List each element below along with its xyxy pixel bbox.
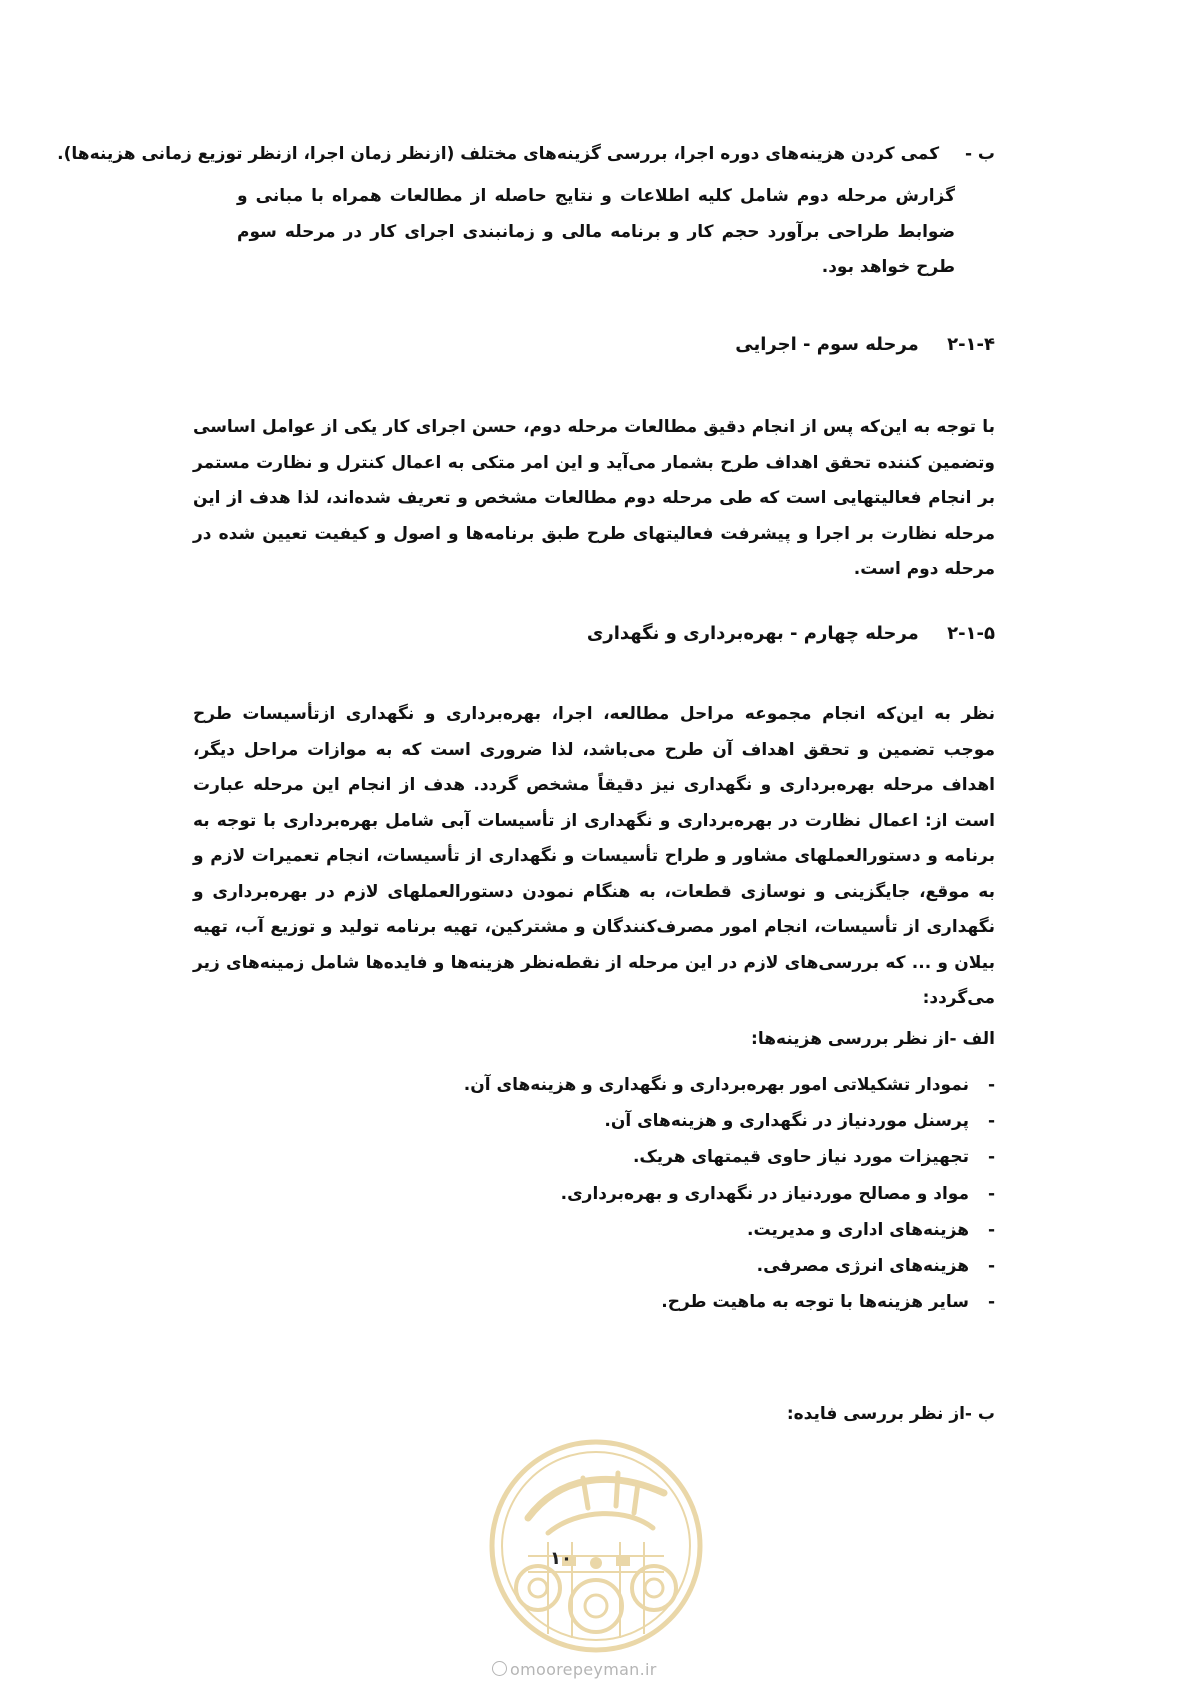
list-bullet: -: [987, 1256, 995, 1277]
section-4-title: مرحله سوم - اجرایی: [735, 334, 919, 355]
list-bullet: -: [987, 1147, 995, 1168]
list-item: -پرسنل موردنیاز در نگهداری و هزینه‌های آن.: [464, 1103, 995, 1139]
website-text: omoorepeyman.ir: [510, 1660, 657, 1679]
section-4-body: با توجه به این‌که پس از انجام دقیق مطالعات مرحله دوم، حسن اجرای کار یکی از عوامل اساسی وتضمین کننده تحقق اهداف طرح بشمار می‌آید و این امر متکی به اعمال کنترل و نظارت مستمر بر انجام فعالیتهایی است که طی مرحله دوم مطالعات مشخص و تعریف شده‌اند، لذا هدف از این مرحله نظارت بر اجرا و پیشرفت فعالیتهای طرح طبق برنامه‌ها و اصول و کیفیت تعیین شده در مرحله دوم است.: [193, 417, 995, 579]
section-5-number: ۲-۱-۵: [947, 623, 995, 644]
list-bullet: -: [987, 1075, 995, 1095]
list-bullet: -: [987, 1111, 995, 1132]
intro-item-label: ب -: [964, 144, 995, 164]
section-5-body: نظر به این‌که انجام مجموعه مراحل مطالعه، اجرا، بهره‌برداری و نگهداری ازتأسیسات طرح موجب تضمین و تحقق اهداف آن طرح می‌باشد، لذا ضروری است که به موازات مراحل دیگر، اهداف مرحله بهره‌برداری و نگهداری نیز دقیقاً مشخص گردد. هدف از انجام این مرحله عبارت است از: اعمال نظارت در بهره‌برداری و نگهداری از تأسیسات آبی شامل بهره‌برداری با توجه به برنامه و دستورالعملهای مشاور و طراح تأسیسات و نگهداری از تأسیسات، انجام تعمیرات لازم و به موقع، جایگزینی و نوسازی قطعات، به هنگام نمودن دستورالعملهای لازم در بهره‌برداری و نگهداری از تأسیسات، انجام امور مصرف‌کنندگان و مشترکین، تهیه برنامه تولید و توزیع آب، تهیه بیلان و ... که بررسی‌های لازم در این مرحله از نقطه‌نظر هزینه‌ها و فایده‌ها شامل زمینه‌های زیر می‌گردد:: [193, 704, 995, 1008]
globe-icon: [492, 1661, 507, 1676]
website-footer[interactable]: [492, 1660, 657, 1679]
list-bullet: -: [987, 1183, 995, 1204]
list-item: -تجهیزات مورد نیاز حاوی قیمتهای هریک.: [464, 1139, 995, 1175]
list-item: -هزینه‌های اداری و مدیریت.: [464, 1212, 995, 1248]
list-item: -مواد و مصالح موردنیاز در نگهداری و بهره‌برداری.: [464, 1176, 995, 1212]
benefits-heading: ب -از نظر بررسی فایده:: [786, 1404, 995, 1424]
list-item: -هزینه‌های انرژی مصرفی.: [464, 1248, 995, 1284]
section-5-title: مرحله چهارم - بهره‌برداری و نگهداری: [586, 623, 919, 644]
intro-report: گزارش مرحله دوم شامل کلیه اطلاعات و نتایج حاصله از مطالعات همراه با مبانی و ضوابط طراحی برآورد حجم کار و برنامه مالی و زمانبندی اجرای کار در مرحله سوم طرح خواهد بود.: [237, 186, 955, 277]
watermark-logo-icon: [488, 1438, 704, 1654]
section-4-heading: [735, 331, 995, 359]
page-number: ۱۰: [550, 1548, 572, 1569]
intro-item: [57, 140, 995, 168]
list-item: -نمودار تشکیلاتی امور بهره‌برداری و نگهداری و هزینه‌های آن.: [464, 1067, 995, 1103]
list-bullet: -: [987, 1219, 995, 1240]
section-4-number: ۲-۱-۴: [947, 334, 995, 355]
list-bullet: -: [987, 1292, 995, 1313]
list-item: -سایر هزینه‌ها با توجه به ماهیت طرح.: [464, 1284, 995, 1320]
cost-items-list: [464, 1067, 995, 1320]
section-5-heading: [587, 620, 995, 648]
intro-item-text: کمی کردن هزینه‌های دوره اجرا، بررسی گزینه‌های مختلف (ازنظر زمان اجرا، ازنظر توزیع زمانی هزینه‌ها).: [57, 144, 940, 164]
costs-heading: الف -از نظر بررسی هزینه‌ها:: [751, 1029, 995, 1049]
